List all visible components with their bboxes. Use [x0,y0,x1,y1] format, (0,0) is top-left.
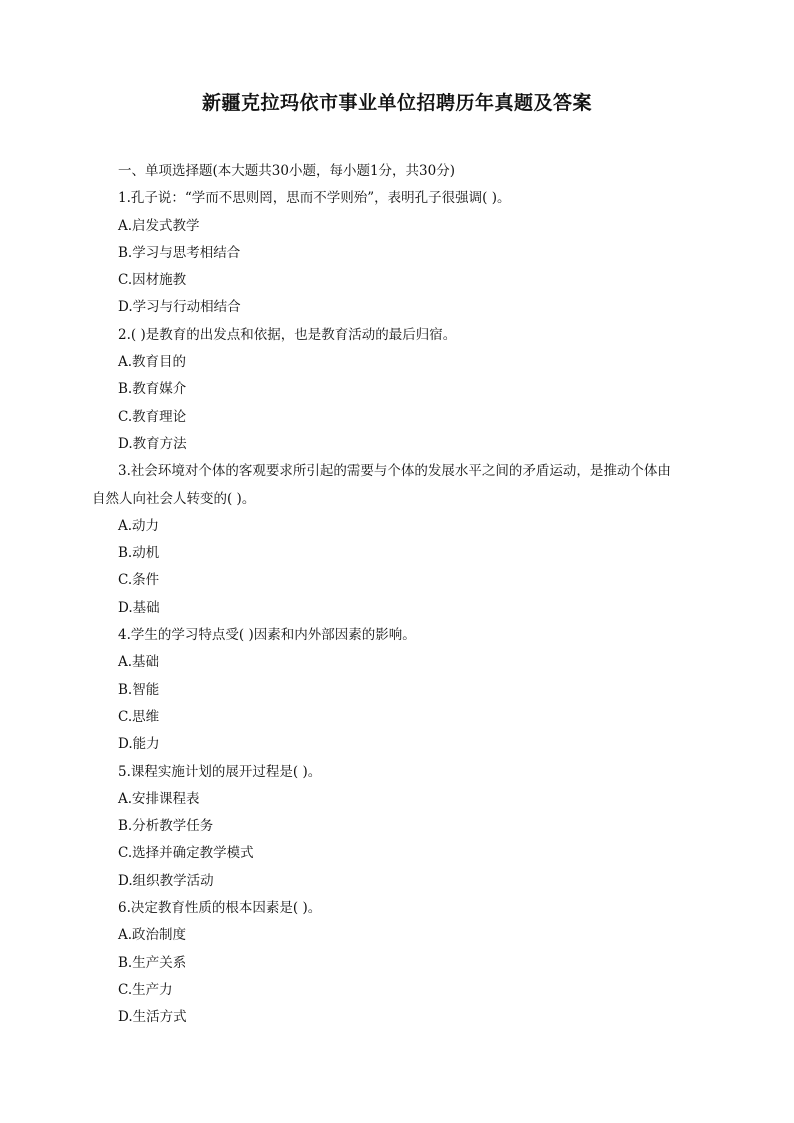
question-stem: 2.( )是教育的出发点和依据，也是教育活动的最后归宿。 [118,326,457,343]
question-stem: 5.课程实施计划的展开过程是( )。 [118,763,322,780]
answer-option: D.学习与行动相结合 [118,299,241,316]
answer-option: D.组织教学活动 [118,872,214,889]
answer-option: D.教育方法 [118,435,187,452]
answer-option: C.条件 [118,572,160,589]
question-stem: 4.学生的学习特点受( )因素和内外部因素的影响。 [118,627,416,644]
answer-option: B.分析教学任务 [118,818,214,835]
answer-option: D.能力 [118,736,160,753]
answer-option: A.政治制度 [118,927,187,944]
answer-option: D.生活方式 [118,1009,187,1026]
answer-option: A.基础 [118,654,160,671]
answer-option: A.安排课程表 [118,790,200,807]
question-stem: 3.社会环境对个体的客观要求所引起的需要与个体的发展水平之间的矛盾运动，是推动个体由 [118,463,671,480]
answer-option: B.学习与思考相结合 [118,244,241,261]
answer-option: C.教育理论 [118,408,187,425]
answer-option: C.因材施教 [118,272,187,289]
question-stem: 1.孔子说：“学而不思则罔，思而不学则殆”，表明孔子很强调( )。 [118,190,511,207]
answer-option: B.智能 [118,681,160,698]
answer-option: A.启发式教学 [118,217,200,234]
answer-option: D.基础 [118,599,160,616]
answer-option: C.选择并确定教学模式 [118,845,254,862]
answer-option: A.动力 [118,517,160,534]
section-heading: 一、单项选择题(本大题共30小题，每小题1分，共30分) [118,163,455,179]
answer-option: C.思维 [118,708,160,725]
answer-option: B.生产关系 [118,954,187,971]
document-body [92,158,702,1032]
answer-option: B.教育媒介 [118,381,187,398]
question-stem-continuation: 自然人向社会人转变的( )。 [92,490,256,507]
answer-option: A.教育目的 [118,354,187,371]
question-stem: 6.决定教育性质的根本因素是( )。 [118,900,322,917]
answer-option: C.生产力 [118,981,173,998]
answer-option: B.动机 [118,545,160,562]
document-title: 新疆克拉玛依市事业单位招聘历年真题及答案 [201,92,592,114]
